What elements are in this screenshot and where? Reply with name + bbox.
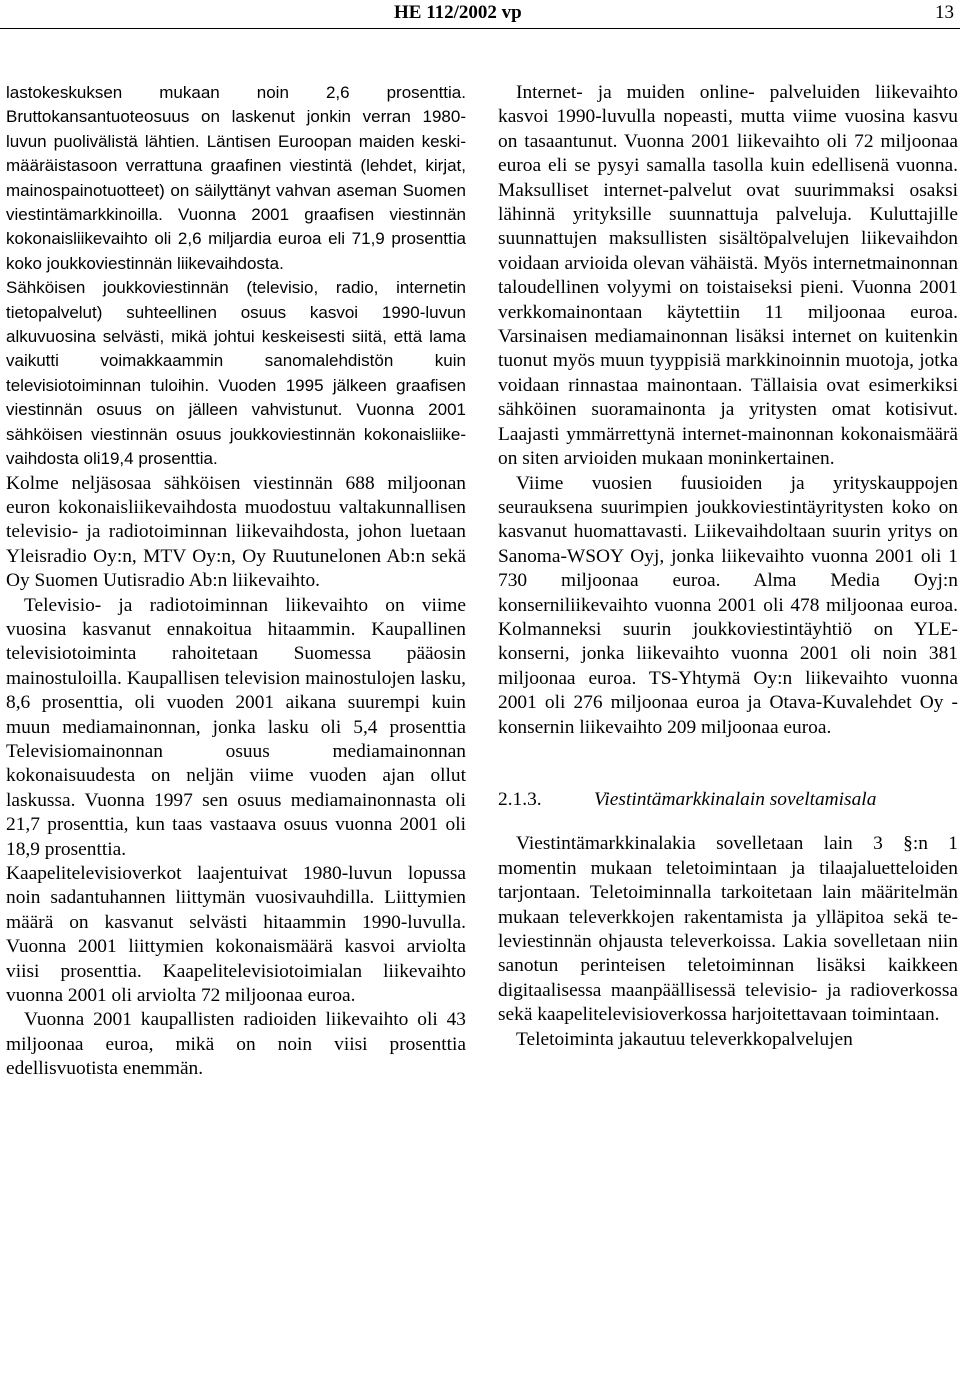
right-column	[498, 81, 958, 1052]
page-number: 13	[935, 2, 954, 23]
section-heading	[498, 788, 958, 812]
paragraph: lastokeskuksen mukaan noin 2,6 prosenttia. Bruttokansantuoteosuus on laskenut jonkin verran 1980-luvun puolivälistä lähtien. Läntisen Euroopan maiden keskimääräistasoon verrattuna graafinen viestintä (lehdet, kirjat, mainospainotuotteet) on säilyttänyt vahvan aseman Suomen viestintämarkkinoilla. Vuonna 2001 graafisen viestinnän kokonaisliikevaihto oli 2,6 miljardia euroa eli 71,9 prosenttia koko joukkoviestinnän liikevaihdosta.	[6, 83, 466, 273]
paragraph: Kolme neljäsosaa sähköisen viestinnän 688 miljoonan euron kokonaisliikevaihdosta muodostuu valtakunnallisen televisio- ja radiotoiminnan liikevaihdosta, johon luetaan Yleisradio Oy:n, MTV Oy:n, Oy Ruutunelonen Ab:n sekä Oy Suomen Uutisradio Ab:n liikevaihto.	[6, 472, 466, 592]
paragraph: Kaapelitelevisioverkot laajentuivat 1980-luvun lopussa noin sadantuhannen liittymän vuosivauhdilla. Liittymien määrä on kasvanut selvästi hitaammin 1990-luvulla. Vuonna 2001 liittymien kokonaismäärä kasvoi arviolta viisi prosenttia. Kaapelitelevisiotoimialan liikevaihto vuonna 2001 oli arviolta 72 miljoonaa euroa.	[6, 863, 466, 1007]
paragraph: Viestintämarkkinalakia sovelletaan lain 3 §:n 1 momentin mukaan teletoimintaan ja tilaajaluetteloiden tarjontaan. Teletoiminnalla tarkoitetaan lain määritelmän mukaan televerkkojen rakentamista ja ylläpitoa sekä televiestinnän ohjausta televerkoissa. Lakia sovelletaan niin sanotun perinteisen teletoiminnan lisäksi kaikkeen digitaalisessa maanpäällisessä televisio- ja radioverkossa sekä kaapelitelevisioverkossa harjoitettavaan toimintaan.	[498, 833, 958, 1026]
left-column	[6, 81, 466, 1082]
paragraph: Televisio- ja radiotoiminnan liikevaihto on viime vuosina kasvanut ennakoitua hitaammin. Kaupallinen televisiotoiminta rahoitetaan Suomessa pääosin mainostuloilla. Kaupallisen television mainostulojen lasku, 8,6 prosenttia, oli vuoden 2001 aikana suurempi kuin muun mediamainonnan, jonka lasku oli 5,4 prosenttia Televisiomainonnan osuus mediamainonnan kokonaisuudesta on neljän viime vuoden ajan ollut laskussa. Vuonna 1997 sen osuus mediamainonnasta oli 21,7 prosenttia, kun taas vastaava osuus vuonna 2001 oli 18,9 prosenttia.	[6, 594, 466, 860]
paragraph: Viime vuosien fuusioiden ja yrityskauppojen seurauksena suurimpien joukkoviestintäyritysten koko on kasvanut huomattavasti. Liikevaihdoltaan suurin yritys on Sanoma-WSOY Oyj, jonka liikevaihto vuonna 2001 oli 1 730 miljoonaa euroa. Alma Media Oyj:n konserniliikevaihto vuonna 2001 oli 478 miljoonaa euroa. Kolmanneksi suurin joukkoviestintäyhtiö on YLE-konserni, jonka liikevaihto vuonna 2001 oli noin 381 miljoonaa euroa. TS-Yhtymä Oy:n liikevaihto vuonna 2001 oli 276 miljoonaa euroa ja Otava-Kuvalehdet Oy -konsernin liikevaihto 209 miljoonaa euroa.	[498, 472, 958, 738]
paragraph: Sähköisen joukkoviestinnän (televisio, radio, internetin tietopalvelut) suhteellinen osuus kasvoi 1990-luvun alkuvuosina selvästi, mikä johtui keskeisesti siitä, että lama vaikutti voimakkaammin sanomalehdistön kuin televisiotoiminnan tuloihin. Vuoden 1995 jälkeen graafisen viestinnän osuus on jälleen vahvistunut. Vuonna 2001 sähköisen viestinnän osuus joukkoviestinnän kokonaisliikevaihdosta oli19,4 prosenttia.	[6, 278, 466, 469]
header-rule	[0, 28, 960, 29]
page-header	[0, 0, 960, 30]
document-id: HE 112/2002 vp	[394, 2, 522, 23]
paragraph: Internet- ja muiden online- palveluiden liikevaihto kasvoi 1990-luvulla nopeasti, mutta viime vuosina kasvu on tasaantunut. Vuonna 2001 liikevaihto oli 72 miljoonaa euroa eli se pysyi samalla tasolla kuin edellisenä vuonna. Maksulliset internet-palvelut ovat suurimmaksi osaksi lähinnä yrityksille suunnattuja palveluja. Kuluttajille suunnattujen maksullisten sisältöpalvelujen liikevaihdon voidaan arvioida olevan vähäistä. Myös internetmainonnan taloudellinen volyymi on toistaiseksi pieni. Vuonna 2001 verkkomainontaan käytettiin 11 miljoonaa euroa. Varsinaisen mediamainonnan lisäksi internet on kuitenkin tuonut myös muun tyyppisiä markkinoinnin muotoja, jotka voidaan rinnastaa mainontaan. Tällaisia ovat esimerkiksi sähköinen suoramainonta ja yritysten omat kotisivut. Laajasti ymmärrettynä internet-mainonnan kokonaismäärä on siten arvioiden mukaan moninkertainen.	[498, 82, 958, 470]
paragraph: Teletoiminta jakautuu televerkkopalvelujen	[516, 1028, 853, 1050]
section-title: Viestintämarkkinalain soveltamisala	[594, 788, 877, 810]
paragraph: Vuonna 2001 kaupallisten radioiden liikevaihto oli 43 miljoonaa euroa, mikä on noin viisi prosenttia edellisvuotista enemmän.	[6, 1009, 466, 1080]
section-number: 2.1.3.	[498, 788, 542, 810]
